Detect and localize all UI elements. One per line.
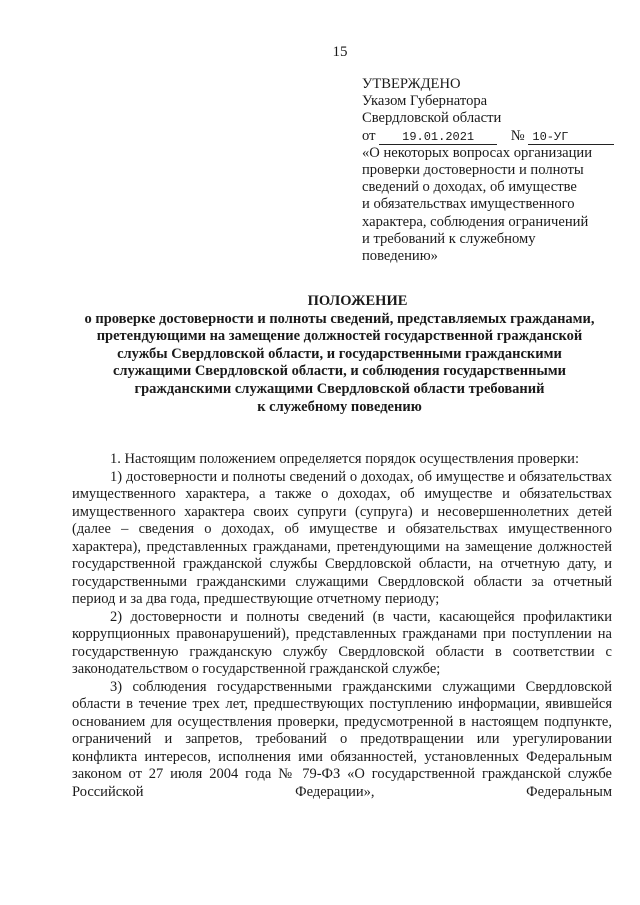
document-subtitle-line: к служебному поведению xyxy=(257,398,422,415)
decree-title-line: поведению» xyxy=(362,248,438,265)
approval-block xyxy=(362,76,612,265)
document-body xyxy=(72,451,612,801)
body-paragraph: 1) достоверности и полноты сведений о доходах, об имуществе и обязательствах имущественного характера, а также о доходах, об имуществе и обязательствах имущественного характера своих супруги (супруга) и несовершеннолетних детей (далее – сведения о доходах, об имуществе и обязательствах имущественного характера), представленных гражданами, претендующими на замещение должностей государственной гражданской службы Свердловской области, на отчетную дату, и государственными гражданскими служащими Свердловской области за отчетный период и за два года, предшествующие отчетному периоду; xyxy=(72,468,612,607)
number-prefix: № xyxy=(510,127,525,144)
approval-date-number-line xyxy=(362,128,612,145)
approval-heading: УТВЕРЖДЕНО xyxy=(362,76,461,92)
decree-title-line: сведений о доходах, об имуществе xyxy=(362,179,577,196)
decree-title-line: проверки достоверности и полноты xyxy=(362,162,584,179)
decree-number: 10-УГ xyxy=(528,130,614,145)
body-paragraph: 3) соблюдения государственными гражданскими служащими Свердловской области в течение трех лет, предшествующих поступлению информации, явившейся основанием для осуществления проверки, предусмотренной в настоящем подпункте, ограничений и запретов, требований о предотвращении или урегулировании конфликта интересов, исполнения ими обязанностей, установленных Федеральным законом от 27 июля 2004 года № 79-ФЗ «О государственной гражданской службе Российской Федерации», Федеральным xyxy=(72,678,612,800)
document-subtitle-line: претендующими на замещение должностей государственной гражданской xyxy=(96,328,583,345)
body-paragraph: 2) достоверности и полноты сведений (в части, касающейся профилактики коррупционных правонарушений), представленных гражданами при поступлении на государственную гражданскую службу Свердловской области в соответствии с законодательством о государственной гражданской службе; xyxy=(72,608,612,677)
approval-authority: Указом Губернатора xyxy=(362,93,488,110)
decree-date: 19.01.2021 xyxy=(379,130,497,145)
document-title-block xyxy=(62,293,617,416)
decree-title-line: и обязательствах имущественного xyxy=(362,196,575,213)
decree-title-line: характера, соблюдения ограничений xyxy=(362,213,589,230)
document-subtitle-line: служащими Свердловской области, и соблюдения государственными xyxy=(112,363,567,380)
document-subtitle-line: службы Свердловской области, и государственными гражданскими xyxy=(117,345,562,362)
document-subtitle-line: гражданскими служащими Свердловской области требований xyxy=(134,380,545,397)
approval-region: Свердловской области xyxy=(362,110,502,127)
body-paragraph: 1. Настоящим положением определяется порядок осуществления проверки: xyxy=(110,451,579,467)
page-number: 15 xyxy=(332,44,348,60)
date-prefix: от xyxy=(362,127,376,144)
document-title: ПОЛОЖЕНИЕ xyxy=(307,293,408,309)
decree-title-line: «О некоторых вопросах организации xyxy=(362,144,593,161)
decree-title-line: и требований к служебному xyxy=(362,230,536,247)
document-subtitle-line: о проверке достоверности и полноты сведений, представляемых гражданами, xyxy=(84,310,595,327)
